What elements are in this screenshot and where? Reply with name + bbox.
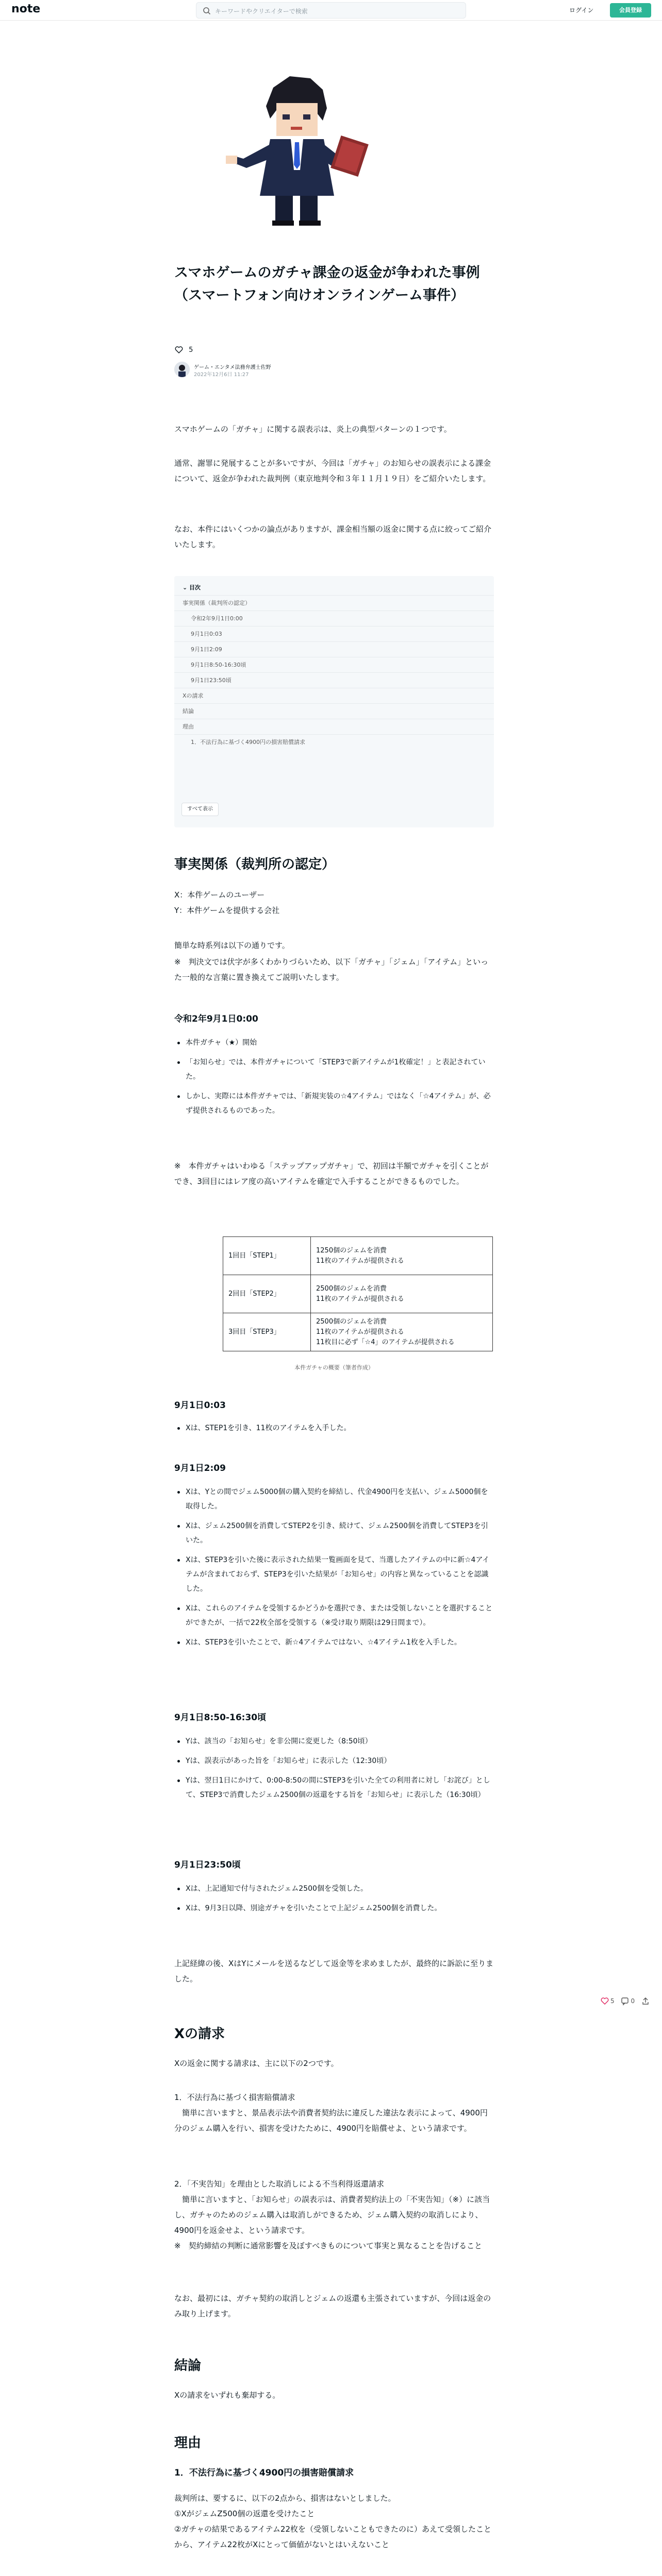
like-count: 5 xyxy=(189,346,193,354)
list-item: Xは、これらのアイテムを受領するかどうかを選択でき、または受領しないことを選択することができたが、一括で22枚全部を受領する（※受け取り期限は29日間まで）。 xyxy=(174,1601,494,1630)
table-row xyxy=(223,1313,493,1351)
reason-subheading: 1．不法行為に基づく4900円の損害賠償請求 xyxy=(174,2468,354,2478)
note-logo[interactable]: note xyxy=(11,3,41,15)
chevron-down-icon: ⌄ xyxy=(183,584,190,591)
timeline-list xyxy=(174,1421,494,1440)
toc-item[interactable]: 結論 xyxy=(174,704,494,719)
toc-header[interactable]: ⌄ 目次 xyxy=(174,580,494,596)
note-paragraph: ※ 判決文では伏字が多くわかりづらいため、以下「ガチャ」「ジェム」「アイテム」といった一般的な言葉に置き換えてご説明いたします。 xyxy=(174,957,489,982)
table-row xyxy=(223,1275,493,1313)
claim-1: 1．不法行為に基づく損害賠償請求 簡単に言いますと、景品表示法や消費者契約法に違反した違法な表示によって、4900円分のジェム購入を行い、損害を受けたために、4900円を賠償せよ、という請求です。 xyxy=(174,2093,488,2133)
search-placeholder: キーワードやクリエイターで検索 xyxy=(215,8,308,15)
side-like-count: 5 xyxy=(610,1997,615,2005)
heart-icon[interactable] xyxy=(600,1996,609,2006)
table-row xyxy=(223,1237,493,1275)
list-item: しかし、実際には本件ガチャでは、「新規実装の☆4アイテム」ではなく「☆4アイテム」が、必ず提供されるものであった。 xyxy=(174,1089,494,1118)
list-item: Yは、該当の「お知らせ」を非公開に変更した（8:50頃） xyxy=(174,1734,494,1749)
list-item: 「お知らせ」では、本件ガチャについて「STEP3で新アイテムが1枚確定！」と表記されていた。 xyxy=(174,1055,494,1084)
site-header xyxy=(0,0,662,21)
section-heading: 結論 xyxy=(174,2358,202,2374)
article-title: スマホゲームのガチャ課金の返金が争われた事例（スマートフォン向けオンラインゲーム事件） xyxy=(174,265,480,303)
timeline-heading: 9月1日23:50頃 xyxy=(174,1860,241,1870)
toc-item[interactable]: 9月1日0:03 xyxy=(174,626,494,642)
list-item: Xは、STEP3を引いたことで、新☆4アイテムではない、☆4アイテム1枚を入手した。 xyxy=(174,1635,494,1650)
section-heading: 事実関係（裁判所の認定） xyxy=(174,857,336,872)
table-cell: 1250個のジェムを消費 11枚のアイテムが提供される xyxy=(311,1237,493,1275)
note-paragraph: ※ 本件ガチャはいわゆる「ステップアップガチャ」で、初回は半額でガチャを引くことができ、3回目にはレア度の高いアイテムを確定で入手することができるものでした。 xyxy=(174,1161,489,1186)
toc-item[interactable]: 9月1日2:09 xyxy=(174,642,494,657)
toc-show-all-button[interactable]: すべて表示 xyxy=(181,803,219,816)
timeline-list xyxy=(174,1485,494,1655)
eyecatch-image xyxy=(212,67,377,232)
toc-item[interactable]: 令和2年9月1日0:00 xyxy=(174,611,494,626)
list-item: Yは、誤表示があった旨を「お知らせ」に表示した（12:30頃） xyxy=(174,1754,494,1768)
heart-icon[interactable] xyxy=(174,345,184,354)
party-line: X：本件ゲームのユーザー xyxy=(174,890,265,900)
section-heading: Xの請求 xyxy=(174,2026,225,2042)
intro-paragraph: 通常、謝罪に発展することが多いですが、今回は「ガチャ」のお知らせの誤表示による課金について、返金が争われた裁判例（東京地判令和３年１１月１９日）をご紹介いたします。 xyxy=(174,459,491,483)
login-link[interactable]: ログイン xyxy=(569,7,594,14)
toc-item[interactable]: 理由 xyxy=(174,719,494,735)
gacha-table xyxy=(223,1236,493,1351)
list-item: Xは、STEP1を引き、11枚のアイテムを入手した。 xyxy=(174,1421,494,1435)
list-item: Xは、STEP3を引いた後に表示された結果一覧画面を見て、当選したアイテムの中に新☆4アイテムが含まれておらず、STEP3を引いた結果が「お知らせ」の内容と異なっていることを認識した。 xyxy=(174,1553,494,1596)
table-of-contents xyxy=(174,576,494,827)
timeline-heading: 9月1日8:50-16:30頃 xyxy=(174,1713,267,1723)
list-item: Yは、翌日1日にかけて、0:00-8:50の間にSTEP3を引いた全ての利用者に対し「お詫び」として、STEP3で消費したジェム2500個の返還をする旨を「お知らせ」に表示した（16:30頃） xyxy=(174,1773,494,1802)
claims-intro: Xの返金に関する請求は、主に以下の2つです。 xyxy=(174,2059,339,2068)
table-cell: 2500個のジェムを消費 11枚のアイテムが提供される 11枚目に必ず「☆4」のアイテムが提供される xyxy=(311,1313,493,1351)
list-item: Xは、上記通知で付与されたジェム2500個を受領した。 xyxy=(174,1882,494,1896)
toc-item[interactable]: 9月1日8:50-16:30頃 xyxy=(174,657,494,673)
reason-text: 裁判所は、要するに、以下の2点から、損害はないとしました。 xyxy=(174,2494,396,2503)
claim-2: 2．「不実告知」を理由とした取消しによる不当利得返還請求 簡単に言いますと、「お知らせ」の誤表示は、消費者契約法上の「不実告知」（※）に該当し、ガチャのためのジェム購入は取消しができるため、ジェム購入契約の取消しにより、4900円を返金せよ、という請求です。 ※ 契約締結の判断に通常影響を及ぼすべきものについて事実と異なることを告げること xyxy=(174,2179,490,2250)
search-box[interactable] xyxy=(196,2,466,19)
timeline-heading: 9月1日0:03 xyxy=(174,1400,226,1411)
conclusion-text: Xの請求をいずれも棄却する。 xyxy=(174,2391,280,2400)
search-icon xyxy=(203,7,211,15)
timeline-list xyxy=(174,1882,494,1921)
reason-text: ②ガチャの結果であるアイテム22枚を（受領しないこともできたのに）あえて受領したことから、アイテム22枚がXにとって価値がないとはいえないこと xyxy=(174,2524,491,2549)
reason-text: ①XがジェムZ500個の返還を受けたこと xyxy=(174,2509,315,2518)
table-caption: 本件ガチャの概要（筆者作成） xyxy=(294,1364,374,1371)
party-line: Y：本件ゲームを提供する会社 xyxy=(174,906,280,915)
table-cell: 1回目「STEP1」 xyxy=(223,1237,311,1275)
share-icon[interactable] xyxy=(641,1996,650,2006)
signup-button[interactable]: 会員登録 xyxy=(610,3,651,18)
side-actions xyxy=(600,1996,650,2009)
intro-paragraph: スマホゲームの「ガチャ」に関する誤表示は、炎上の典型パターンの１つです。 xyxy=(174,425,452,434)
claims-outro: なお、最初には、ガチャ契約の取消しとジェムの返還も主張されていますが、今回は返金のみ取り上げます。 xyxy=(174,2294,491,2318)
list-item: Xは、ジェム2500個を消費してSTEP2を引き、続けて、ジェム2500個を消費してSTEP3を引いた。 xyxy=(174,1519,494,1548)
list-item: Xは、Yとの間でジェム5000個の購入契約を締結し、代金4900円を支払い、ジェム5000個を取得した。 xyxy=(174,1485,494,1514)
note-paragraph: 簡単な時系列は以下の通りです。 xyxy=(174,941,290,950)
list-item: Xは、9月3日以降、別途ガチャを引いたことで上記ジェム2500個を消費した。 xyxy=(174,1901,494,1916)
toc-item[interactable]: Xの請求 xyxy=(174,688,494,704)
table-cell: 2500個のジェムを消費 11枚のアイテムが提供される xyxy=(311,1275,493,1313)
timeline-heading: 9月1日2:09 xyxy=(174,1463,226,1473)
toc-item[interactable]: 9月1日23:50頃 xyxy=(174,673,494,688)
toc-item[interactable]: 1．不法行為に基づく4900円の損害賠償請求 xyxy=(191,739,305,745)
table-cell: 3回目「STEP3」 xyxy=(223,1313,311,1351)
side-comment-count: 0 xyxy=(631,1997,635,2005)
publish-date: 2022年12月6日 11:27 xyxy=(194,372,249,378)
timeline-list xyxy=(174,1036,494,1123)
author-avatar[interactable] xyxy=(174,362,190,377)
timeline-heading: 令和2年9月1日0:00 xyxy=(174,1014,258,1024)
list-item: 本件ガチャ（★）開始 xyxy=(174,1036,494,1050)
table-cell: 2回目「STEP2」 xyxy=(223,1275,311,1313)
summary-paragraph: 上記経緯の後、XはYにメールを送るなどして返金等を求めましたが、最終的に訴訟に至りました。 xyxy=(174,1959,494,1984)
timeline-list xyxy=(174,1734,494,1807)
author-name[interactable]: ゲーム・エンタメ法務弁護士佐野 xyxy=(194,365,271,370)
comment-icon[interactable] xyxy=(620,1996,630,2006)
section-heading: 理由 xyxy=(174,2435,202,2451)
toc-item[interactable]: 事実関係（裁判所の認定） xyxy=(174,596,494,611)
intro-paragraph: なお、本件にはいくつかの論点がありますが、課金相当額の返金に関する点に絞ってご紹介いたします。 xyxy=(174,524,492,549)
like-row xyxy=(174,345,193,355)
